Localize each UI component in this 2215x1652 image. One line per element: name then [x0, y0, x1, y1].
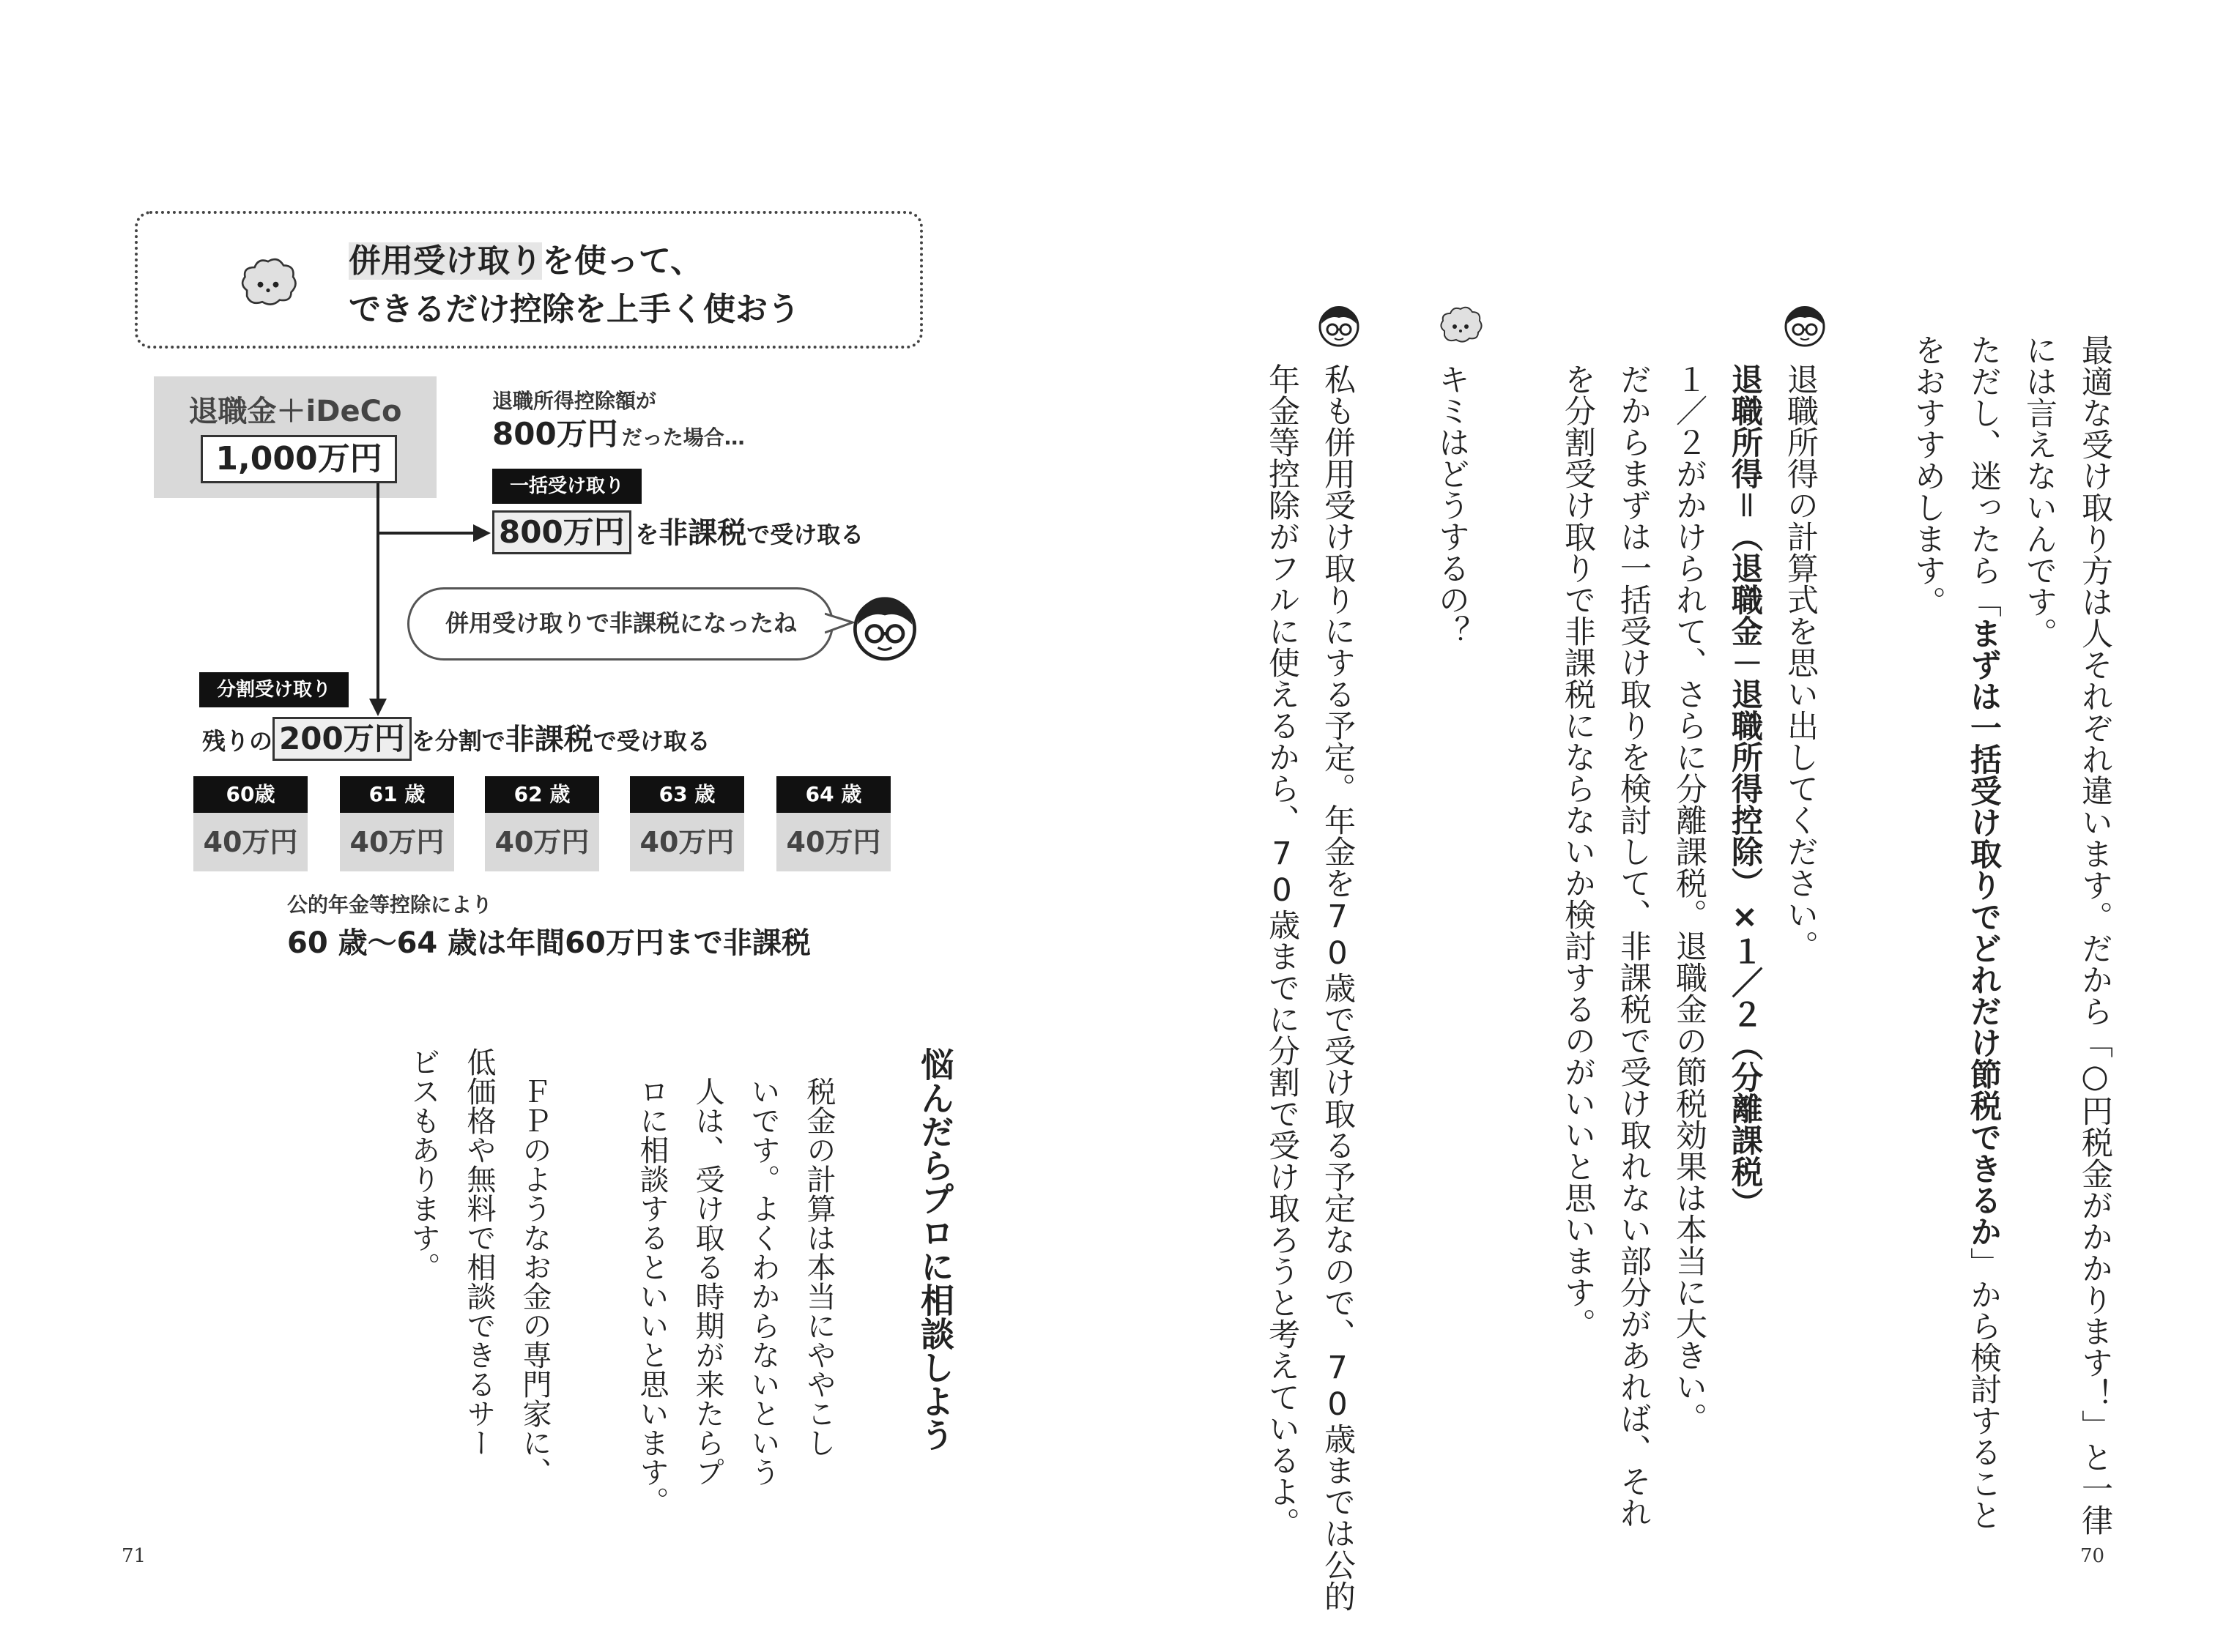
woman-glasses-icon	[1781, 302, 1828, 349]
deduction-line	[492, 410, 745, 454]
age-label: 61 歳	[340, 776, 454, 813]
arrow-down-icon	[369, 699, 387, 716]
split-text: で受け取る	[593, 727, 710, 755]
split-text: 残りの	[202, 727, 273, 755]
lump-sum-line	[492, 510, 864, 554]
source-label: 退職金＋iDeCo	[188, 395, 402, 428]
age-amount: 40万円	[193, 813, 308, 871]
column-line: ビスもあります。	[407, 1047, 440, 1281]
arrow-right-icon	[473, 524, 491, 542]
footnote-big: 60 歳〜64 歳は年間60万円まで非課税	[287, 926, 811, 960]
lump-sum-text: を	[635, 521, 659, 548]
dialogue-line: 年金等控除がフルに使えるから、70歳までに分割で受け取ろうと考えているよ。	[1264, 363, 1300, 1538]
page-number: 71	[122, 1545, 146, 1567]
dialogue-line: １／２がかけられて、さらに分離課税。退職金の節税効果は本当に大きい。	[1671, 363, 1707, 1434]
split-line	[202, 716, 710, 761]
lump-sum-text: で受け取る	[746, 521, 864, 548]
split-tag: 分割受け取り	[199, 672, 349, 707]
body-line: 最適な受け取り方は人それぞれ違います。だから「○円税金がかかります！」と一律	[2077, 334, 2113, 1536]
lump-sum-bold: 非課税	[658, 516, 747, 550]
split-amount: 200万円	[272, 717, 412, 761]
age-label: 63 歳	[630, 776, 744, 813]
callout-text	[349, 237, 800, 334]
dialogue-line: 退職所得の計算式を思い出してください。	[1782, 363, 1819, 961]
body-text: ただし、迷ったら「	[1965, 334, 2002, 617]
column-line: 税金の計算は本当にややこし	[802, 1076, 836, 1457]
dialogue-line: だからまずは一括受け取りを検討して、非課税で受け取れない部分があれば、それ	[1615, 363, 1652, 1528]
lump-sum-amount: 800万円	[492, 510, 631, 554]
callout-line2: できるだけ控除を上手く使おう	[349, 291, 800, 328]
column-line: 低価格や無料で相談できるサー	[462, 1047, 496, 1457]
age-amount: 40万円	[630, 813, 744, 871]
split-text: を分割で	[411, 727, 505, 755]
callout-line1: を使って、	[542, 242, 703, 280]
column-heading: 悩んだらプロに相談しよう	[916, 1047, 955, 1451]
age-amount: 40万円	[485, 813, 599, 871]
deduction-suffix: だった場合…	[621, 425, 745, 450]
page-number: 70	[2080, 1545, 2105, 1567]
body-line: には言えないんです。	[2021, 334, 2058, 649]
body-text: 」から検討すること	[1965, 1247, 2002, 1530]
age-label: 62 歳	[485, 776, 599, 813]
age-label: 60歳	[193, 776, 308, 813]
column-line: ＦＰのようなお金の専門家に、	[518, 1076, 552, 1487]
source-amount: 1,000万円	[201, 435, 397, 483]
flow-line-vertical	[376, 483, 379, 703]
fluffy-character-icon	[1430, 302, 1491, 349]
woman-glasses-icon	[1316, 302, 1362, 349]
speech-text: 併用受け取りで非課税になったね	[445, 609, 797, 637]
callout-highlight: 併用受け取り	[349, 242, 542, 280]
column-line: 人は、受け取る時期が来たらプ	[691, 1076, 724, 1487]
deduction-label: 退職所得控除額が	[492, 389, 657, 413]
dialogue-line: 私も併用受け取りにする予定。年金を70歳で受け取る予定なので、70歳までは公的	[1319, 363, 1356, 1612]
emphasis-text: まずは一括受け取りでどれだけ節税できるか	[1965, 617, 2002, 1247]
flow-line-horizontal	[376, 532, 479, 535]
woman-glasses-icon	[848, 590, 921, 663]
dialogue-line: キミはどうするの？	[1433, 363, 1470, 647]
age-amount: 40万円	[340, 813, 454, 871]
age-amount: 40万円	[776, 813, 891, 871]
body-line: をおすすめします。	[1910, 334, 1946, 617]
fluffy-character-icon	[227, 252, 309, 313]
column-line: ロに相談するといいと思います。	[635, 1076, 669, 1516]
formula-line: 退職所得＝（退職金－退職所得控除）×１／２（分離課税）	[1726, 363, 1763, 1218]
age-label: 64 歳	[776, 776, 891, 813]
column-line: いです。よくわからないという	[746, 1076, 780, 1487]
deduction-amount: 800万円	[492, 416, 618, 452]
body-line	[1965, 334, 2002, 1623]
split-bold: 非課税	[505, 723, 593, 756]
footnote-small: 公的年金等控除により	[287, 893, 493, 917]
lump-sum-tag: 一括受け取り	[492, 469, 642, 504]
dialogue-line: を分割受け取りで非課税にならないか検討するのがいいと思います。	[1559, 363, 1596, 1339]
